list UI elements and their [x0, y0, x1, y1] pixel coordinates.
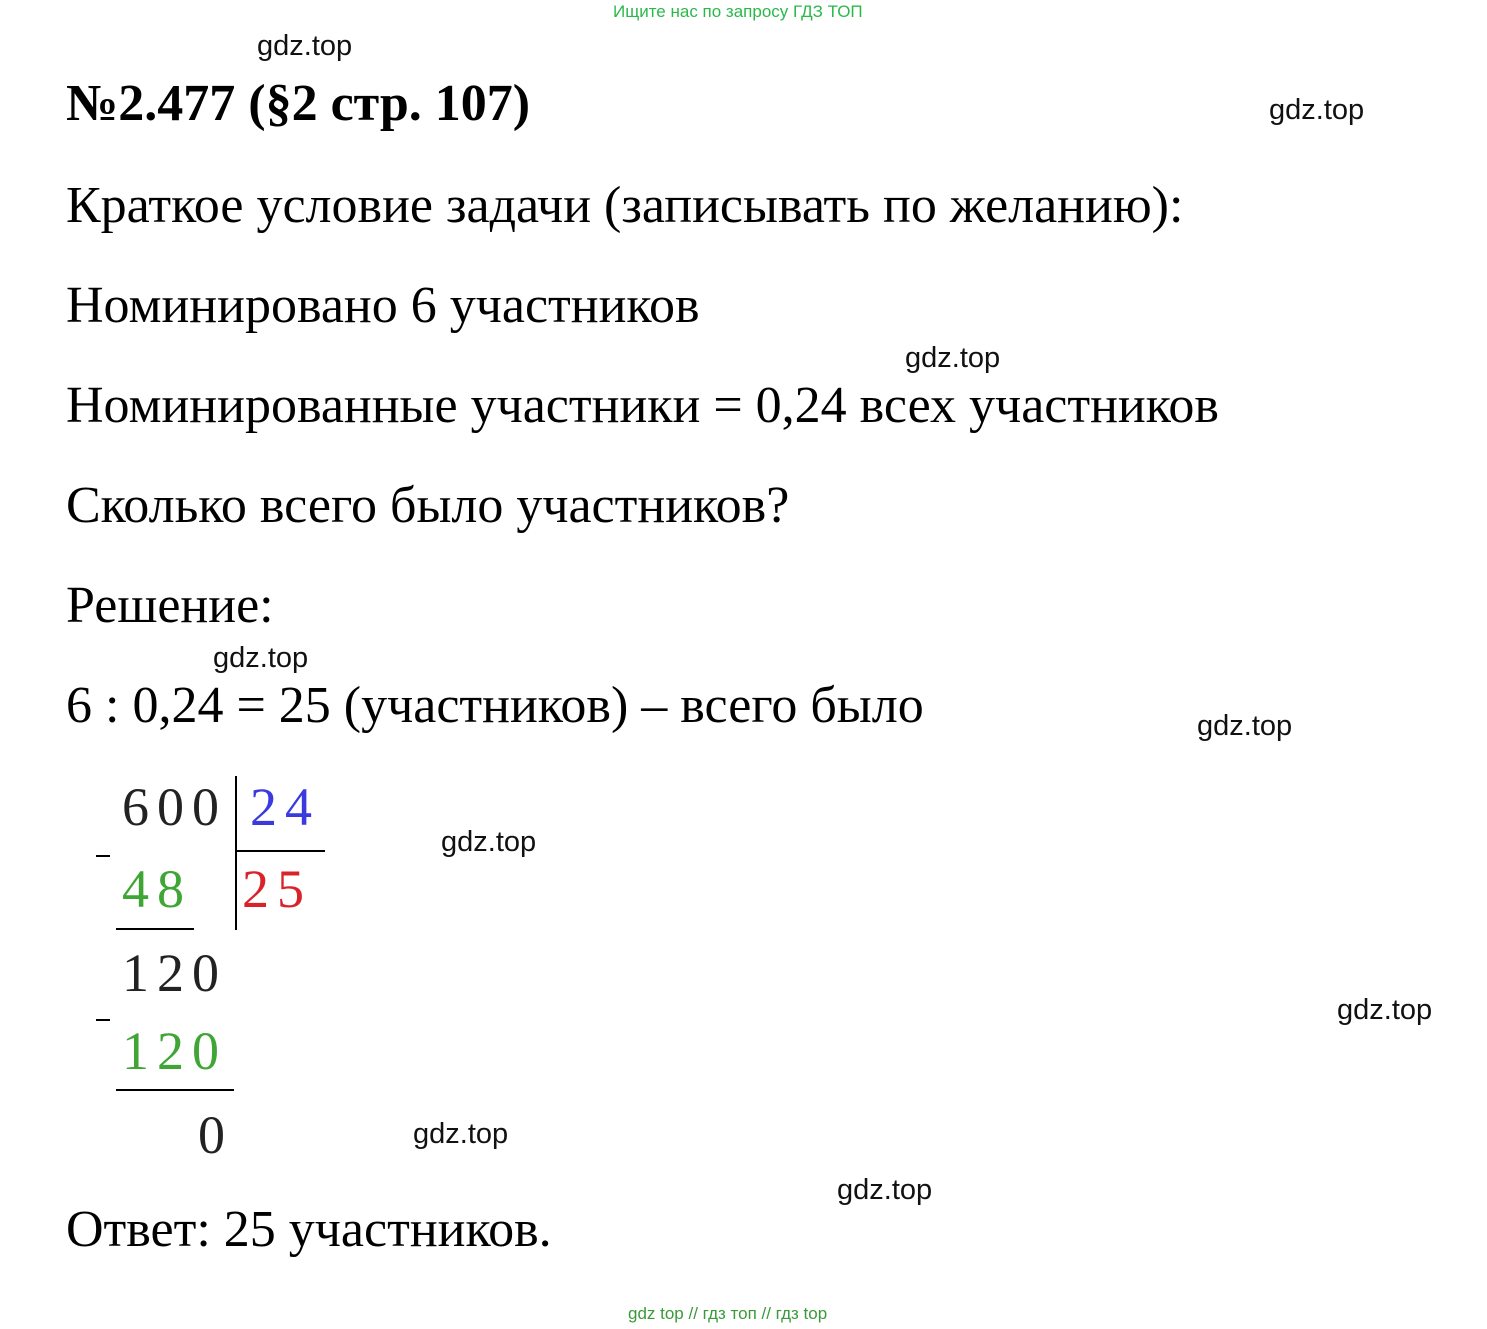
subtrahend-2: 120	[122, 1021, 227, 1081]
watermark: gdz.top	[257, 30, 353, 62]
watermark: gdz.top	[837, 1174, 933, 1206]
subtrahend-1: 48	[122, 859, 192, 919]
question-line: Сколько всего было участников?	[66, 477, 790, 534]
watermark: gdz.top	[1197, 710, 1293, 742]
solution-header: Решение:	[66, 577, 274, 634]
watermark: gdz.top	[213, 642, 309, 674]
division-vertical-bar	[235, 776, 237, 930]
top-banner: Ищите нас по запросу ГДЗ ТОП	[613, 2, 863, 21]
condition-header: Краткое условие задачи (записывать по желанию):	[66, 177, 1184, 234]
watermark: gdz.top	[441, 826, 537, 858]
nominated-line: Номинировано 6 участников	[66, 277, 700, 334]
remainder-1: 120	[122, 943, 227, 1003]
answer-line: Ответ: 25 участников.	[66, 1201, 552, 1258]
footer-text: gdz top // гдз топ // гдз top	[628, 1304, 828, 1323]
watermark: gdz.top	[1337, 994, 1433, 1026]
watermark: gdz.top	[1269, 94, 1365, 126]
minus-sign	[96, 855, 110, 857]
calculation-line: 6 : 0,24 = 25 (участников) – всего было	[66, 677, 924, 734]
problem-title: №2.477 (§2 стр. 107)	[66, 75, 531, 132]
divisor-underline	[235, 850, 325, 852]
divisor: 24	[250, 777, 320, 837]
minus-sign	[96, 1019, 110, 1021]
subtraction-line-1	[116, 928, 194, 930]
subtraction-line-2	[116, 1089, 234, 1091]
remainder-2: 0	[198, 1105, 233, 1165]
watermark: gdz.top	[413, 1118, 509, 1150]
watermark: gdz.top	[905, 342, 1001, 374]
quotient: 25	[242, 859, 312, 919]
share-line: Номинированные участники = 0,24 всех участников	[66, 377, 1219, 434]
dividend: 600	[122, 777, 227, 837]
